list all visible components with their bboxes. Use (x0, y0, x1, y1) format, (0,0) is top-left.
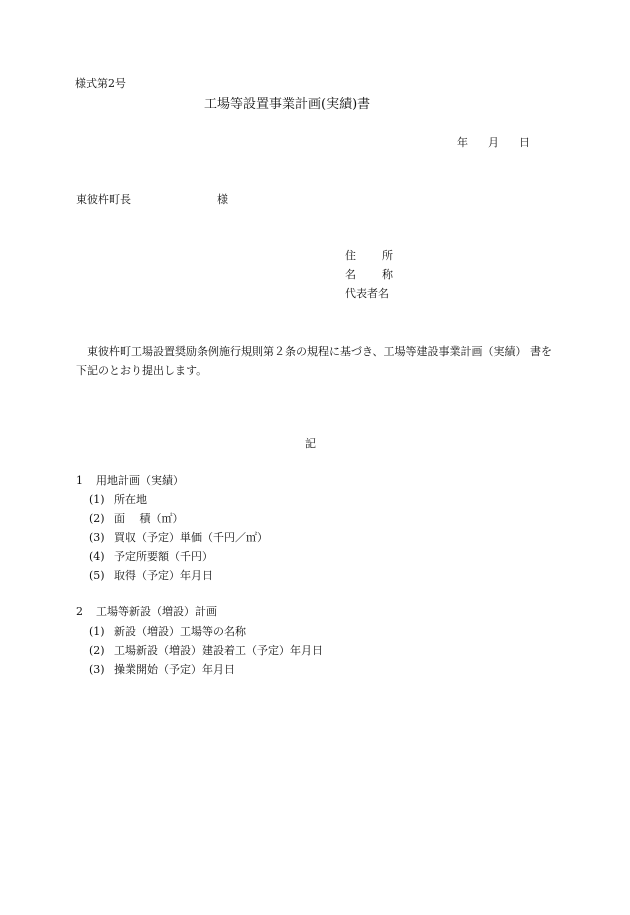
list-item (89, 512, 184, 526)
sender-name-label (345, 268, 393, 282)
addressee (76, 193, 228, 207)
form-number: 様式第2号 (75, 77, 126, 90)
section-2-title: 工場等新設（増設）計画 (96, 605, 217, 618)
section-2-heading (76, 605, 217, 619)
list-item (89, 625, 246, 639)
item-label: 所在地 (114, 493, 147, 506)
list-item (89, 569, 213, 583)
item-label: 操業開始（予定）年月日 (114, 663, 235, 676)
item-label: 面 積（㎡） (114, 512, 184, 525)
list-item (89, 663, 235, 677)
item-number: (2) (89, 644, 105, 657)
sender-name-label-a: 名 (345, 268, 356, 281)
addressee-name: 東彼杵町長 (76, 193, 131, 206)
item-number: (3) (89, 531, 105, 544)
date-day-label: 日 (519, 136, 530, 149)
addressee-honorific: 様 (217, 193, 228, 206)
item-number: (2) (89, 512, 105, 525)
list-item (89, 550, 213, 564)
section-2-number: 2 (76, 605, 83, 618)
item-number: (1) (89, 625, 105, 638)
item-label: 工場新設（増設）建設着工（予定）年月日 (114, 644, 323, 657)
date-line (457, 136, 530, 150)
date-month-label: 月 (488, 136, 499, 149)
item-label: 取得（予定）年月日 (114, 569, 213, 582)
item-number: (3) (89, 663, 105, 676)
sender-address-label-a: 住 (345, 249, 356, 262)
sender-representative-label: 代表者名 (345, 287, 389, 300)
list-item (89, 644, 323, 658)
body-paragraph (76, 342, 556, 380)
ki-heading: 記 (305, 437, 316, 450)
body-text: 東彼杵町工場設置奨励条例施行規則第２条の規程に基づき、工場等建設事業計画（実績） 書を下記のとおり提出します。 (76, 345, 553, 377)
list-item (89, 531, 268, 545)
item-number: (1) (89, 493, 105, 506)
sender-address-label (345, 249, 393, 263)
item-label: 新設（増設）工場等の名称 (114, 625, 246, 638)
item-number: (5) (89, 569, 105, 582)
date-year-label: 年 (457, 136, 468, 149)
document-title: 工場等設置事業計画(実績)書 (204, 97, 371, 112)
section-1-number: 1 (76, 474, 83, 487)
item-label: 買収（予定）単価（千円／㎡） (114, 531, 268, 544)
sender-address-label-b: 所 (382, 249, 393, 262)
item-label: 予定所要額（千円） (114, 550, 213, 563)
sender-name-label-b: 称 (382, 268, 393, 281)
list-item (89, 493, 147, 507)
item-number: (4) (89, 550, 105, 563)
section-1-title: 用地計画（実績） (96, 474, 184, 487)
section-1-heading (76, 474, 184, 488)
